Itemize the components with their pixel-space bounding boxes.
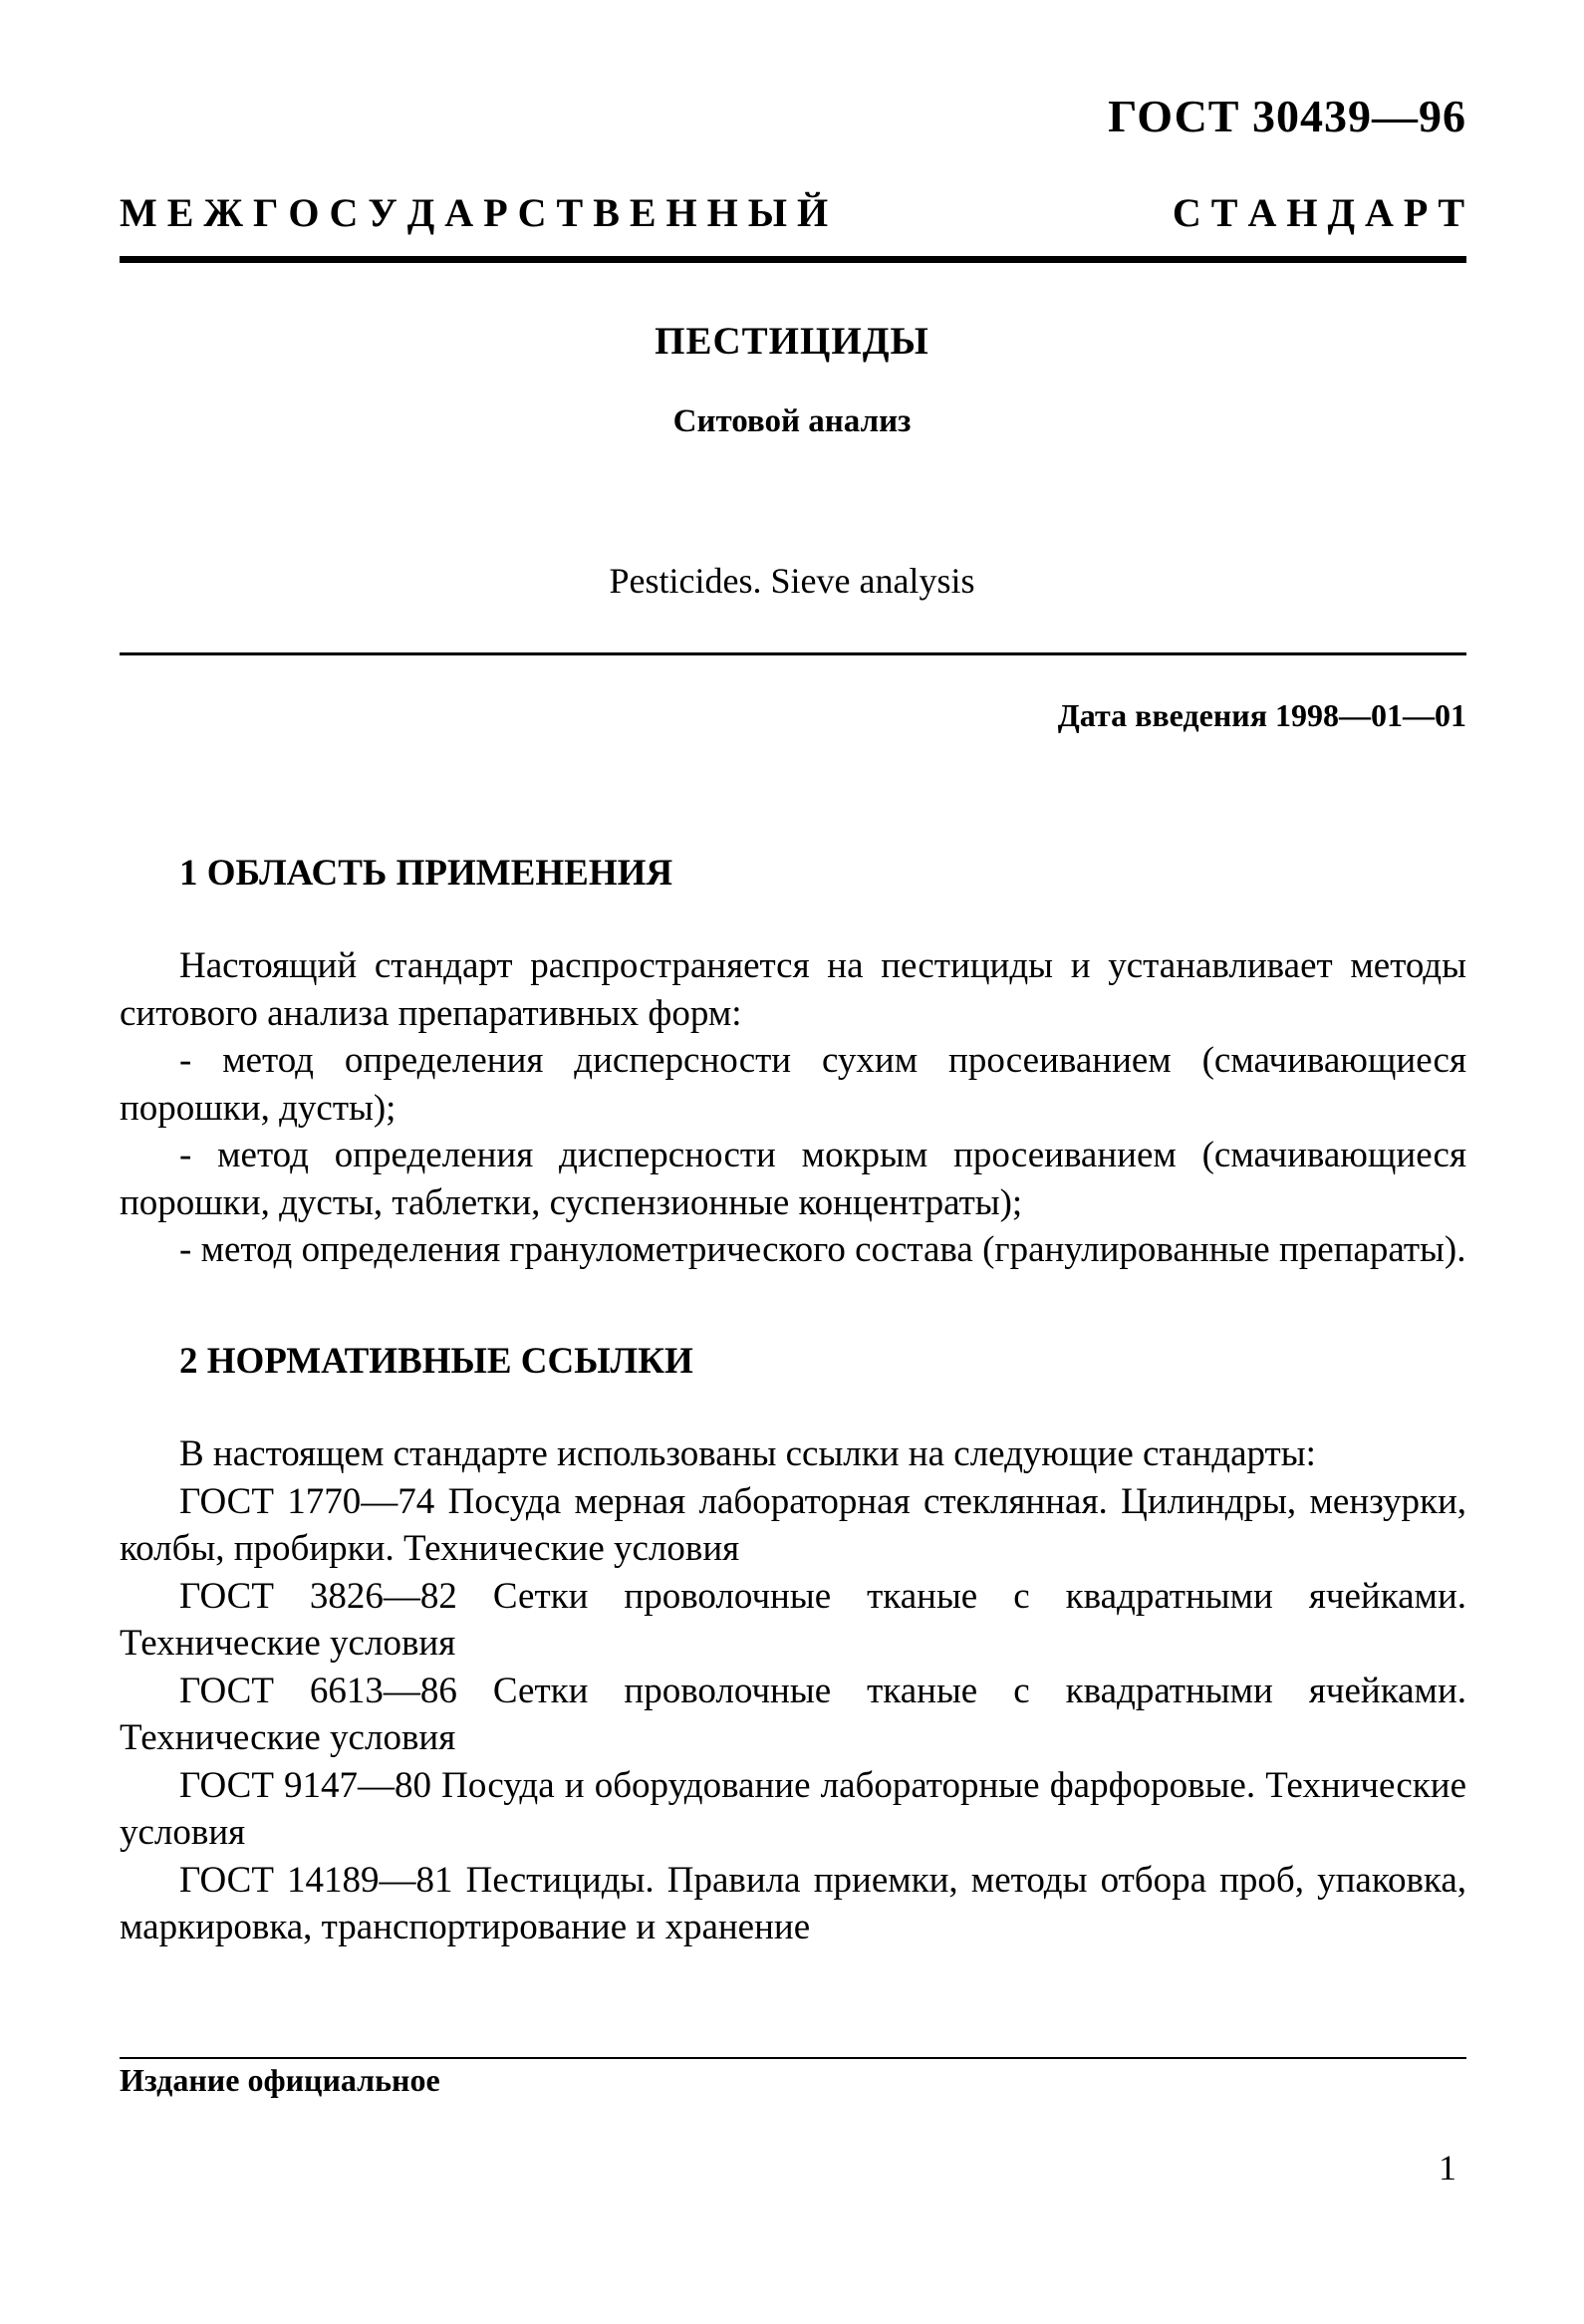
series-label-interstate: М Е Ж Г О С У Д А Р С Т В Е Н Н Ы Й — [120, 190, 829, 235]
page-number: 1 — [1439, 2148, 1456, 2188]
section-2-paragraph: В настоящем стандарте использованы ссылки на следующие стандарты: — [179, 1433, 1316, 1474]
document-title: ПЕСТИЦИДЫ — [655, 320, 929, 363]
document-subtitle: Ситовой анализ — [672, 403, 912, 439]
section-1-paragraph: Настоящий стандарт распространяется на пестициды и устанавливает методы ситового анализа препаративных форм: — [120, 945, 1466, 1034]
series-label-standard: С Т А Н Д А Р Т — [1172, 190, 1464, 235]
standard-series-line — [120, 189, 1464, 236]
document-number: ГОСТ 30439—96 — [1108, 91, 1466, 141]
normative-reference-item: ГОСТ 6613—86 Сетки проволочные тканые с квадратными ячейками. Технические условия — [120, 1670, 1466, 1758]
section-1-heading: 1 ОБЛАСТЬ ПРИМЕНЕНИЯ — [179, 853, 673, 894]
section-1-body — [120, 942, 1466, 1274]
footer-divider — [120, 2057, 1466, 2059]
section-1-list-item: - метод определения дисперсности мокрым просеиванием (смачивающиеся порошки, дусты, таблетки, суспензионные концентраты); — [120, 1135, 1466, 1223]
normative-reference-item: ГОСТ 14189—81 Пестициды. Правила приемки, методы отбора проб, упаковка, маркировка, транспортирование и хранение — [120, 1859, 1466, 1947]
official-edition-note: Издание официальное — [120, 2062, 440, 2098]
normative-reference-item: ГОСТ 3826—82 Сетки проволочные тканые с квадратными ячейками. Технические условия — [120, 1575, 1466, 1664]
normative-reference-item: ГОСТ 1770—74 Посуда мерная лабораторная стеклянная. Цилиндры, мензурки, колбы, пробирки. Технические условия — [120, 1480, 1466, 1569]
section-1-list-item: - метод определения дисперсности сухим просеиванием (смачивающиеся порошки, дусты); — [120, 1040, 1466, 1129]
section-2-body — [120, 1430, 1466, 1951]
header-divider — [120, 256, 1466, 263]
section-2-heading: 2 НОРМАТИВНЫЕ ССЫЛКИ — [179, 1341, 693, 1382]
normative-reference-item: ГОСТ 9147—80 Посуда и оборудование лабораторные фарфоровые. Технические условия — [120, 1764, 1466, 1853]
title-divider — [120, 652, 1466, 655]
introduction-date: Дата введения 1998—01—01 — [1057, 697, 1466, 733]
english-title: Pesticides. Sieve analysis — [609, 561, 975, 601]
section-1-list-item: - метод определения гранулометрического состава (гранулированные препараты). — [179, 1229, 1466, 1270]
